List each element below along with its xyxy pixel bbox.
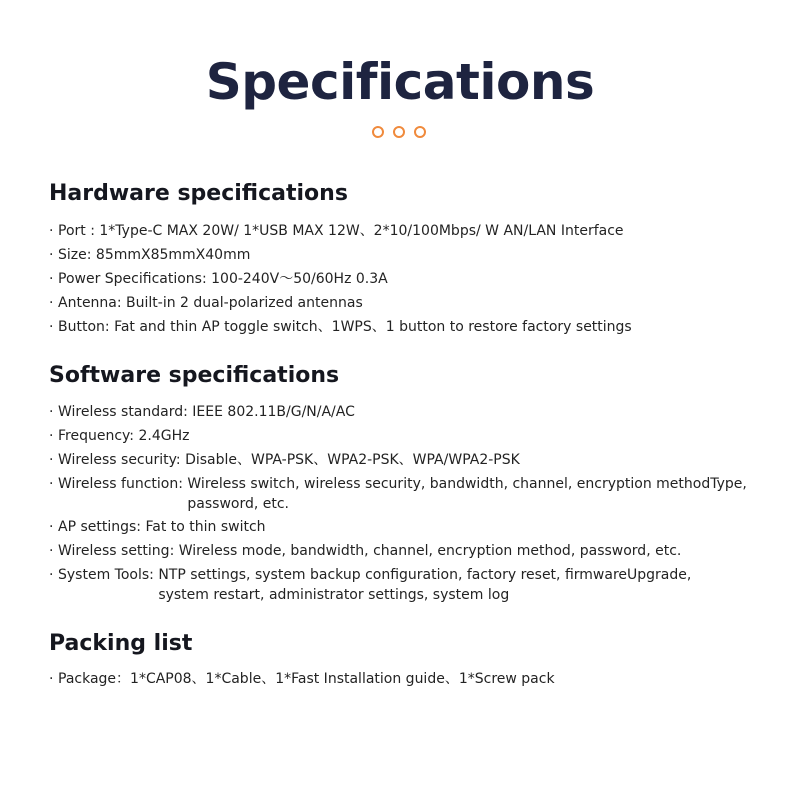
item-value: 85mmX85mmX40mm [95,247,251,263]
item-value: 1*Type-C MAX 20W/ 1*USB MAX 12W、2*10/100Mbps/ W AN/LAN Interface [99,223,624,239]
bullet: · [49,247,54,263]
list-item [49,450,520,470]
list-item [49,221,624,241]
list-item [49,293,363,313]
item-label: Port : [58,223,100,239]
bullet: · [49,223,54,239]
bullet: · [49,404,54,420]
decorative-dots [372,126,426,138]
item-value: 2.4GHz [138,428,190,444]
item-value: 1*CAP08、1*Cable、1*Fast Installation guide、1*Screw pack [130,671,555,687]
bullet: · [49,452,54,468]
item-label: Wireless function: [58,476,188,492]
item-value: Fat to thin switch [145,519,266,535]
circle-icon [393,126,405,138]
item-label: Frequency: [58,428,139,444]
list-item [49,269,388,289]
circle-icon [414,126,426,138]
list-item [49,565,691,605]
bullet: · [49,543,54,559]
item-value: Wireless mode, bandwidth, channel, encryption method, password, etc. [178,543,682,559]
list-item [49,474,747,514]
item-value: NTP settings, system backup configuration, factory reset, firmwareUpgrade, [158,567,692,583]
item-label: Antenna: [58,295,127,311]
list-item [49,402,355,422]
list-item [49,426,189,446]
item-label: AP settings: [58,519,146,535]
software-heading: Software specifications [49,363,340,388]
page-title: Specifications [205,53,595,111]
item-value: Disable、WPA-PSK、WPA2-PSK、WPA/WPA2-PSK [185,452,520,468]
bullet: · [49,295,54,311]
item-value: 100-240V～50/60Hz 0.3A [211,271,388,287]
bullet: · [49,567,54,583]
bullet: · [49,476,54,492]
hardware-heading: Hardware specifications [49,181,348,206]
bullet: · [49,519,54,535]
item-label: Wireless standard: [58,404,193,420]
bullet: · [49,671,54,687]
bullet: · [49,271,54,287]
item-label: Wireless setting: [58,543,179,559]
packing-heading: Packing list [49,631,193,656]
item-value-continued: system restart, administrator settings, system log [158,587,510,603]
list-item [49,317,632,337]
item-label: System Tools: [58,567,159,583]
item-value: IEEE 802.11B/G/N/A/AC [192,404,355,420]
item-label: Wireless security: [58,452,186,468]
circle-icon [372,126,384,138]
item-label: Power Specifications: [58,271,212,287]
item-label: Size: [58,247,96,263]
bullet: · [49,319,54,335]
list-item [49,669,555,689]
item-value-continued: password, etc. [187,496,290,512]
item-value: Wireless switch, wireless security, bandwidth, channel, encryption methodType, [187,476,747,492]
list-item [49,541,681,561]
item-label: Button: [58,319,115,335]
item-value: Fat and thin AP toggle switch、1WPS、1 button to restore factory settings [114,319,632,335]
bullet: · [49,428,54,444]
list-item [49,245,250,265]
item-value: Built-in 2 dual-polarized antennas [126,295,363,311]
item-label: Package： [58,671,131,687]
list-item [49,517,266,537]
